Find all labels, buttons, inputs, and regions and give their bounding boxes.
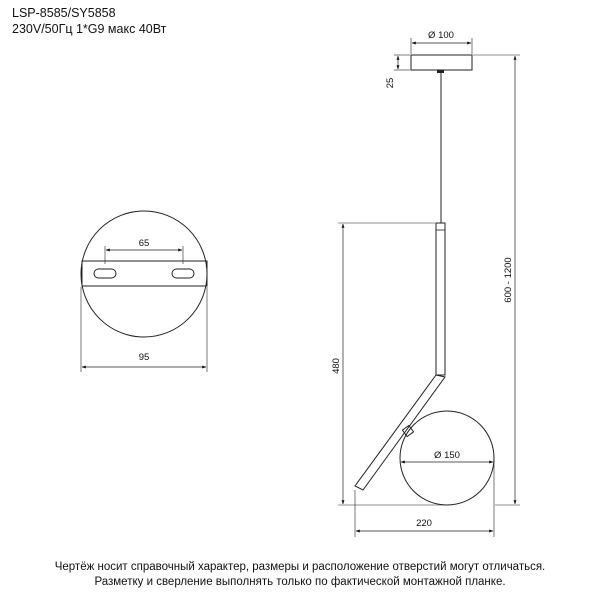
mounting-plate-view xyxy=(81,211,207,372)
dim-hole-spacing: 65 xyxy=(138,238,150,249)
dim-canopy-diameter: Ø 100 xyxy=(428,30,454,41)
disclaimer-note xyxy=(0,560,600,590)
model-number: LSP-8585/SY5858 xyxy=(12,6,116,20)
dim-canopy-height: 25 xyxy=(385,77,396,89)
dim-plate-diameter: 95 xyxy=(138,352,150,363)
dim-body-height: 480 xyxy=(331,358,342,374)
pendant-lamp-view xyxy=(331,30,520,537)
dim-body-width: 220 xyxy=(416,518,432,529)
dim-shade-diameter: Ø 150 xyxy=(434,450,460,461)
mounting-slot-left xyxy=(94,269,116,278)
disclaimer-line-1: Чертёж носит справочный характер, размеры и расположение отверстий могут отличаться. xyxy=(54,561,546,573)
diagonal-arm xyxy=(355,375,445,490)
canopy xyxy=(411,55,472,70)
vertical-rod xyxy=(436,223,445,375)
disclaimer-line-2: Разметку и сверление выполнять только по фактической монтажной планке. xyxy=(94,576,506,588)
mounting-bar xyxy=(82,261,207,286)
electrical-specs: 230V/50Гц 1*G9 макс 40Вт xyxy=(12,22,167,36)
plate-circle xyxy=(81,211,207,337)
dim-total-height: 600 - 1200 xyxy=(503,257,514,303)
mounting-slot-right xyxy=(172,269,194,278)
